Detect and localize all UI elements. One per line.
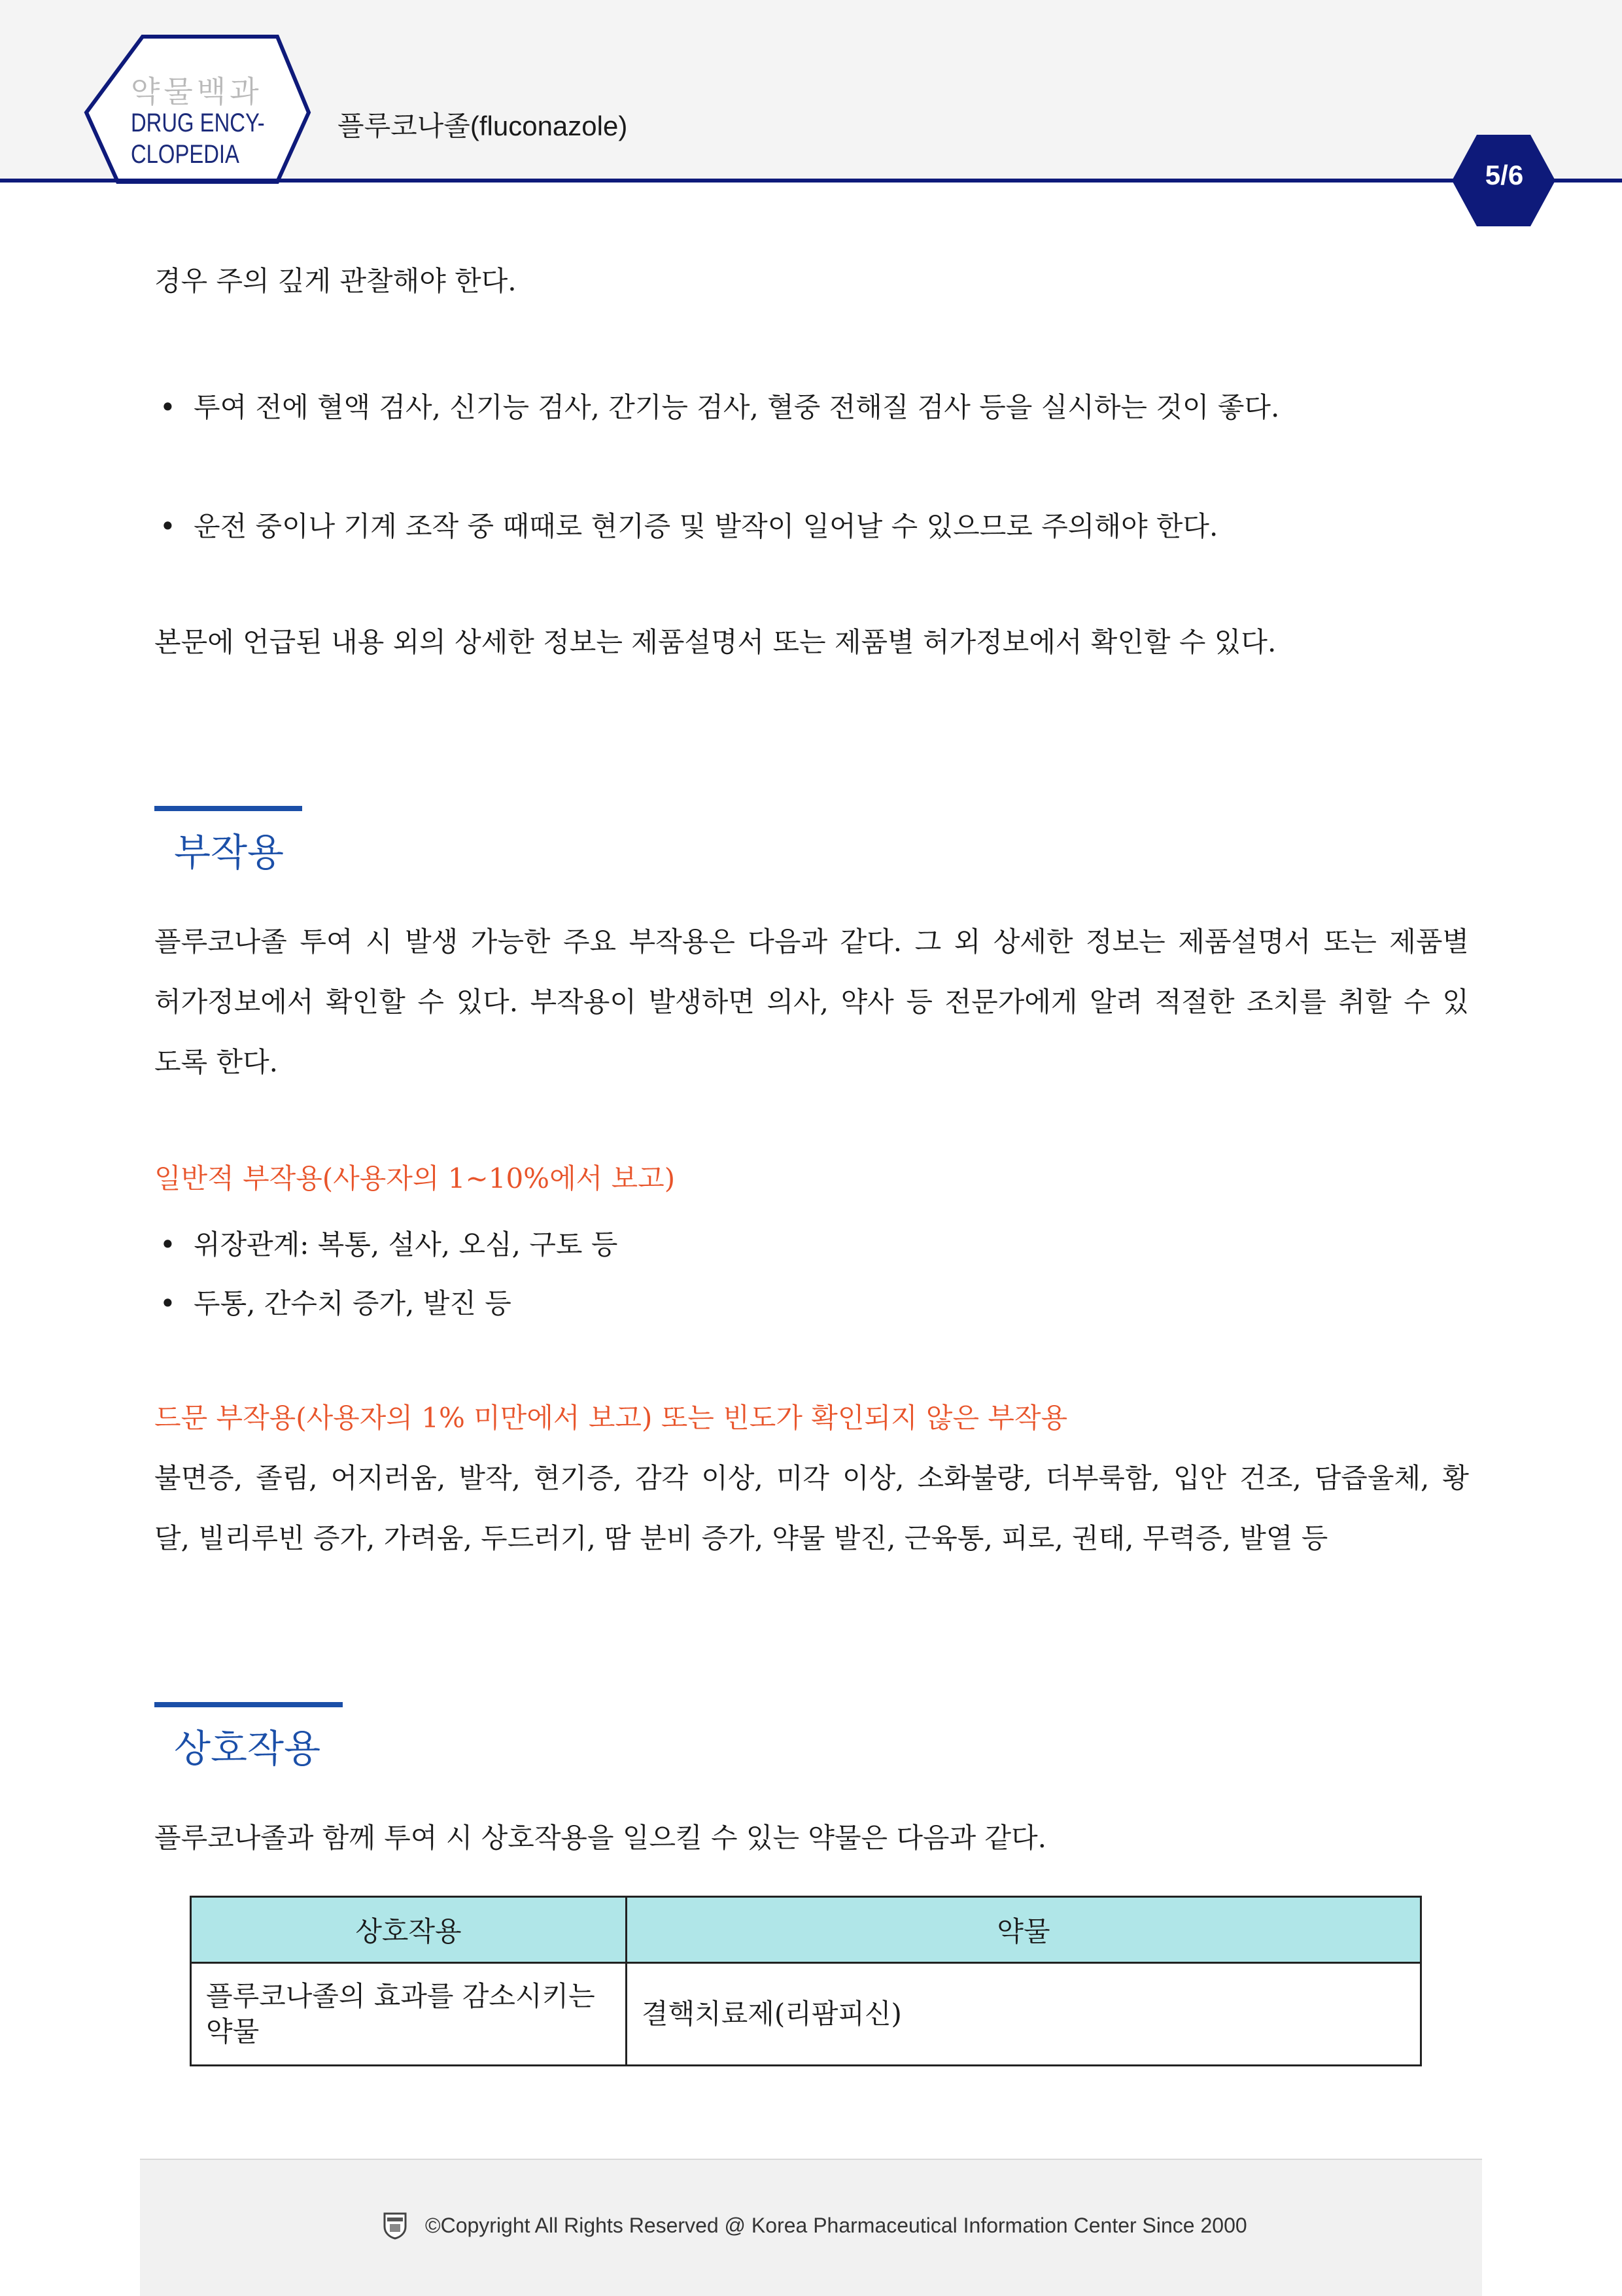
rare-side-effects-line: 달, 빌리루빈 증가, 가려움, 두드러기, 땀 분비 증가, 약물 발진, 근육통, 피로, 권태, 무력증, 발열 등	[154, 1522, 1328, 1554]
copyright-text: ©Copyright All Rights Reserved @ Korea Pharmaceutical Information Center Since 2000	[425, 2214, 1247, 2237]
side-effects-intro-line: 허가정보에서 확인할 수 있다. 부작용이 발생하면 의사, 약사 등 전문가에게 알려 적절한 조치를 취할 수 있	[154, 986, 1469, 1018]
list-item	[160, 505, 1218, 544]
rare-side-effects-line: 불면증, 졸림, 어지러움, 발작, 현기증, 감각 이상, 미각 이상, 소화불량, 더부룩함, 입안 건조, 담즙울체, 황	[154, 1462, 1469, 1494]
section-bar	[154, 1702, 343, 1707]
common-side-effects-heading: 일반적 부작용(사용자의 1~10%에서 보고)	[154, 1162, 676, 1194]
bullet-icon: •	[160, 391, 176, 423]
list-item	[160, 386, 1279, 425]
logo-english-line1: DRUG ENCY-	[131, 109, 265, 137]
section-title-side-effects: 부작용	[174, 830, 285, 875]
section-title-interactions: 상호작용	[174, 1726, 321, 1771]
bullet-icon: •	[160, 510, 176, 542]
list-item	[160, 1223, 617, 1262]
logo-english-line2: CLOPEDIA	[131, 140, 239, 169]
table-header-drug: 약물	[627, 1897, 1421, 1963]
page-number: 5/6	[1485, 160, 1524, 190]
table-row	[191, 1963, 1421, 2066]
bullet-text: 투여 전에 혈액 검사, 신기능 검사, 간기능 검사, 혈중 전해질 검사 등을 실시하는 것이 좋다.	[194, 391, 1280, 423]
bullet-text: 두통, 간수치 증가, 발진 등	[194, 1287, 511, 1319]
list-item	[160, 1282, 511, 1321]
section-bar	[154, 806, 302, 811]
precaution-continuation: 경우 주의 깊게 관찰해야 한다.	[154, 265, 517, 297]
table-cell-interaction: 플루코나졸의 효과를 감소시키는 약물	[191, 1963, 627, 2066]
bullet-icon: •	[160, 1287, 176, 1319]
table-cell-drug: 결핵치료제(리팜피신)	[627, 1963, 1421, 2066]
table-header-row	[191, 1897, 1421, 1963]
bullet-icon: •	[160, 1228, 176, 1261]
bullet-text: 위장관계: 복통, 설사, 오심, 구토 등	[194, 1228, 618, 1261]
side-effects-intro-line: 도록 한다.	[154, 1046, 278, 1078]
rare-side-effects-heading: 드문 부작용(사용자의 1% 미만에서 보고) 또는 빈도가 확인되지 않은 부작용	[154, 1402, 1068, 1434]
drug-title: 플루코나졸(fluconazole)	[337, 111, 628, 141]
table-header-interaction: 상호작용	[191, 1897, 627, 1963]
interaction-table	[190, 1896, 1422, 2066]
precaution-note: 본문에 언급된 내용 외의 상세한 정보는 제품설명서 또는 제품별 허가정보에서 확인할 수 있다.	[154, 626, 1277, 658]
logo-korean: 약물백과	[131, 75, 263, 109]
bullet-text: 운전 중이나 기계 조작 중 때때로 현기증 및 발작이 일어날 수 있으므로 주의해야 한다.	[194, 510, 1218, 542]
kpic-logo-icon	[382, 2211, 408, 2240]
interactions-intro: 플루코나졸과 함께 투여 시 상호작용을 일으킬 수 있는 약물은 다음과 같다.	[154, 1822, 1047, 1854]
side-effects-intro-line: 플루코나졸 투여 시 발생 가능한 주요 부작용은 다음과 같다. 그 외 상세한 정보는 제품설명서 또는 제품별	[154, 926, 1469, 958]
